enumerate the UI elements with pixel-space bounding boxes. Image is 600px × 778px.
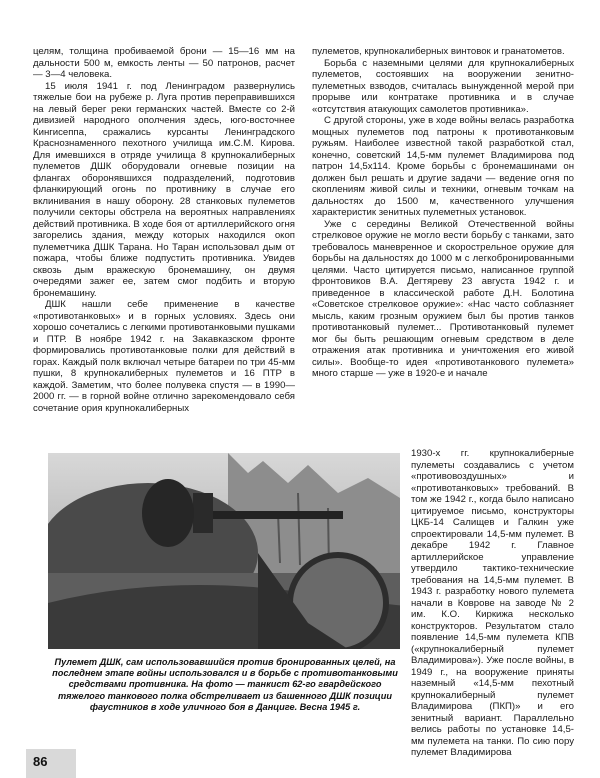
paragraph: ДШК нашли себе применение в качестве «противотанковых» и в горных условиях. Здесь они хорошо сочетались с легкими противотанковыми пушками и ПТР. В ноябре 1942 г. на Закавказском фронте формировались противотанковые полки для действий в горах. Каждый полк включал четыре батареи по три 45-мм пушки, 8 крупнокалиберных пулеметов и 16 ПТР в каждой. Заметим, что более полувека спустя — в 1990—2000 гг. — в горной войне отлично зарекомендовало себя сочетание ория крупнокалиберных xyxy=(33,299,296,414)
paragraph: Борьба с наземными целями для крупнокалиберных пулеметов, состоявших на вооружении зенитно-пулеметных взводов, считалась вынужденной мерой при прорыве или контратаке противника и в случае «отсутствия атакующих самолетов противника». xyxy=(312,57,574,115)
right-narrow-text-column xyxy=(411,448,574,759)
paragraph: 1930-х гг. крупнокалиберные пулеметы создавались с учетом «противовоздушных» и «противотанковых» требований. В том же 1942 г., когда было написано цитируемое письмо, конструкторы ЦКБ-14 Салищев и Галкин уже спроектировали 14,5-мм пулемет. В декабре 1942 г. Главное артиллерийское управление утвердило тактико-технические требования на 14,5-мм пулемет. В 1943 г. разработку нового пулемета начали в Коврове на заводе № 2 им. К.О. Киркижа несколько конструкторов. Результатом стало появление 14,5-мм пулемета КПВ («крупнокалиберный пулемет Владимирова»). Уже после войны, в 1949 г., на вооружение приняты наземный «14,5-мм пехотный крупнокалиберный пулемет Владимирова (ПКП)» и его зенитный вариант. Параллельно велись работы по установке 14,5-мм пулемета на танки. По сию пору пулемет Владимирова xyxy=(411,448,574,758)
paragraph: С другой стороны, уже в ходе войны велась разработка мощных пулеметов под патроны к противотанковым ружьям. Наиболее известной такой разработкой стал, конечно, советский 14,5-мм пулемет Владимирова под патрон 14,5х114. Кроме борьбы с бронемашинами он должен был решать и другие задачи — ведение огня по скоплениям живой силы и техники, огневым точкам на дальностях до 1500 м, качественного улучшения характеристик зенитных пулеметных установок. xyxy=(312,115,574,218)
photo-caption: Пулемет ДШК, сам использовавшийся против бронированных целей, на последнем этапе войны использовался и в борьбе с противотанковыми средствами противника. На фото — танкист 62-го гвардейского тяжелого танкового полка обстреливает из башенного ДШК позиции фаустников в ходе уличного боя в Данциге. Весна 1945 г. xyxy=(52,657,398,712)
page-number: 86 xyxy=(33,754,48,769)
right-text-column xyxy=(312,46,574,380)
paragraph: Уже с середины Великой Отечественной войны стрелковое оружие не могло вести борьбу с танками, зато требовалось маневренное и скорострельное оружие для борьбы на дальностях до 1000 м с легкобронированными целями. Часто цитируется письмо, написанное группой фронтовиков В.А. Дегтяреву 23 августа 1942 г. и приведенное в классической работе Д.Н. Болотина «Советское стрелковое оружие»: «Нас часто соблазняет мысль, каким грозным оружием был бы против танков противотанковый пулемет... Противотанковый пулемет мог бы быть решающим огневым средством в деле отражения атак противника и уничтожения его живой силы». Вообще-то идея «противотанкового пулемета» много старше — уже в 1920-е и начале xyxy=(312,218,574,379)
photo-illustration xyxy=(48,453,400,649)
photo-tank-gunner xyxy=(48,453,400,649)
paragraph: пулеметов, крупнокалиберных винтовок и гранатометов. xyxy=(312,46,565,57)
paragraph: целям, толщина пробиваемой брони — 15—16 мм на дальности 500 м, емкость ленты — 50 патронов, расчет — 3—4 человека. xyxy=(33,46,295,80)
paragraph: 15 июля 1941 г. под Ленинградом развернулись тяжелые бои на рубеже р. Луга против переправившихся на левый берег реки германских частей. Вместе со 2-й дивизией народного ополчения здесь, юго-восточнее Кингисеппа, сражались курсанты Ленинградского Краснознаменного пехотного училища им.С.М. Кирова. Для имевшихся в отряде училища 8 крупнокалиберных пулеметов ДШК оборудовали огневые позиции на флангах оборонявшихся подразделений, подготовив фланкирующий огонь по противнику в случае его вклинивания в нашу оборону. 28 станковых пулеметов получили секторы обстрела на вероятных направлениях действий противника. В ходе боя от артиллерийского огня загорелись здания, между которых находился окоп пулеметчика ДШК Тарана. Но Таран использовал дым от пожара, чтобы ближе подпустить противника. Увидев сквозь дым вражескую бронемашину, он двумя очередями зажег ее, затем смог подбить и вторую бронемашину. xyxy=(33,80,295,299)
left-text-column xyxy=(33,46,295,414)
